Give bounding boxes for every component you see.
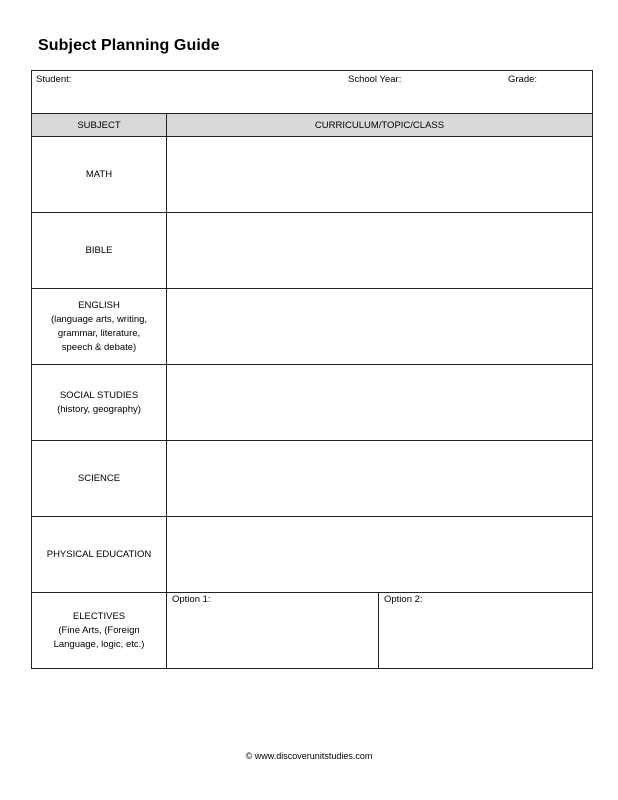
student-label: Student: (36, 74, 72, 85)
electives-options-cell (167, 593, 593, 669)
copyright-footer: © www.discoverunitstudies.com (245, 751, 373, 761)
grade-label: Grade: (508, 74, 538, 85)
table-row (32, 289, 593, 365)
table-row (32, 365, 593, 441)
subject-cell-english (32, 289, 167, 365)
table-row (32, 441, 593, 517)
subject-detail: (Fine Arts, (Foreign (58, 624, 140, 636)
table-row (32, 593, 593, 669)
table-header-row (32, 114, 593, 137)
subject-detail: speech & debate) (61, 341, 137, 353)
subject-cell-bible (32, 213, 167, 289)
option-2-field[interactable] (379, 593, 592, 668)
school-year-label: School Year: (348, 74, 402, 85)
subject-cell-physical-education (32, 517, 167, 593)
table-row (32, 137, 593, 213)
option-1-field[interactable] (167, 593, 379, 668)
subject-name: SCIENCE (77, 472, 121, 484)
page-title: Subject Planning Guide (38, 37, 220, 54)
subject-planning-table (31, 70, 593, 669)
subject-name: PHYSICAL EDUCATION (46, 548, 152, 560)
subject-column-header: SUBJECT (32, 114, 167, 137)
curriculum-field-bible[interactable] (167, 213, 593, 289)
table-row (32, 213, 593, 289)
subject-name: BIBLE (85, 244, 113, 256)
subject-cell-science (32, 441, 167, 517)
curriculum-column-header: CURRICULUM/TOPIC/CLASS (167, 114, 593, 137)
table-row (32, 517, 593, 593)
curriculum-field-physical-education[interactable] (167, 517, 593, 593)
curriculum-field-english[interactable] (167, 289, 593, 365)
student-info-cell[interactable] (32, 71, 593, 114)
subject-name: MATH (85, 168, 113, 180)
subject-name: ENGLISH (78, 299, 120, 311)
subject-name: SOCIAL STUDIES (59, 389, 139, 401)
subject-cell-electives (32, 593, 167, 669)
curriculum-field-science[interactable] (167, 441, 593, 517)
subject-name: ELECTIVES (72, 610, 126, 622)
subject-detail: grammar, literature, (57, 327, 141, 339)
option-2-label: Option 2: (384, 594, 423, 605)
electives-options (167, 593, 592, 668)
subject-cell-math (32, 137, 167, 213)
subject-cell-social-studies (32, 365, 167, 441)
option-1-label: Option 1: (172, 594, 211, 605)
subject-detail: Language, logic, etc.) (53, 638, 145, 650)
student-info-row (32, 71, 593, 114)
subject-detail: (history, geography) (57, 403, 141, 415)
curriculum-field-social-studies[interactable] (167, 365, 593, 441)
subject-detail: (language arts, writing, (50, 313, 148, 325)
curriculum-field-math[interactable] (167, 137, 593, 213)
